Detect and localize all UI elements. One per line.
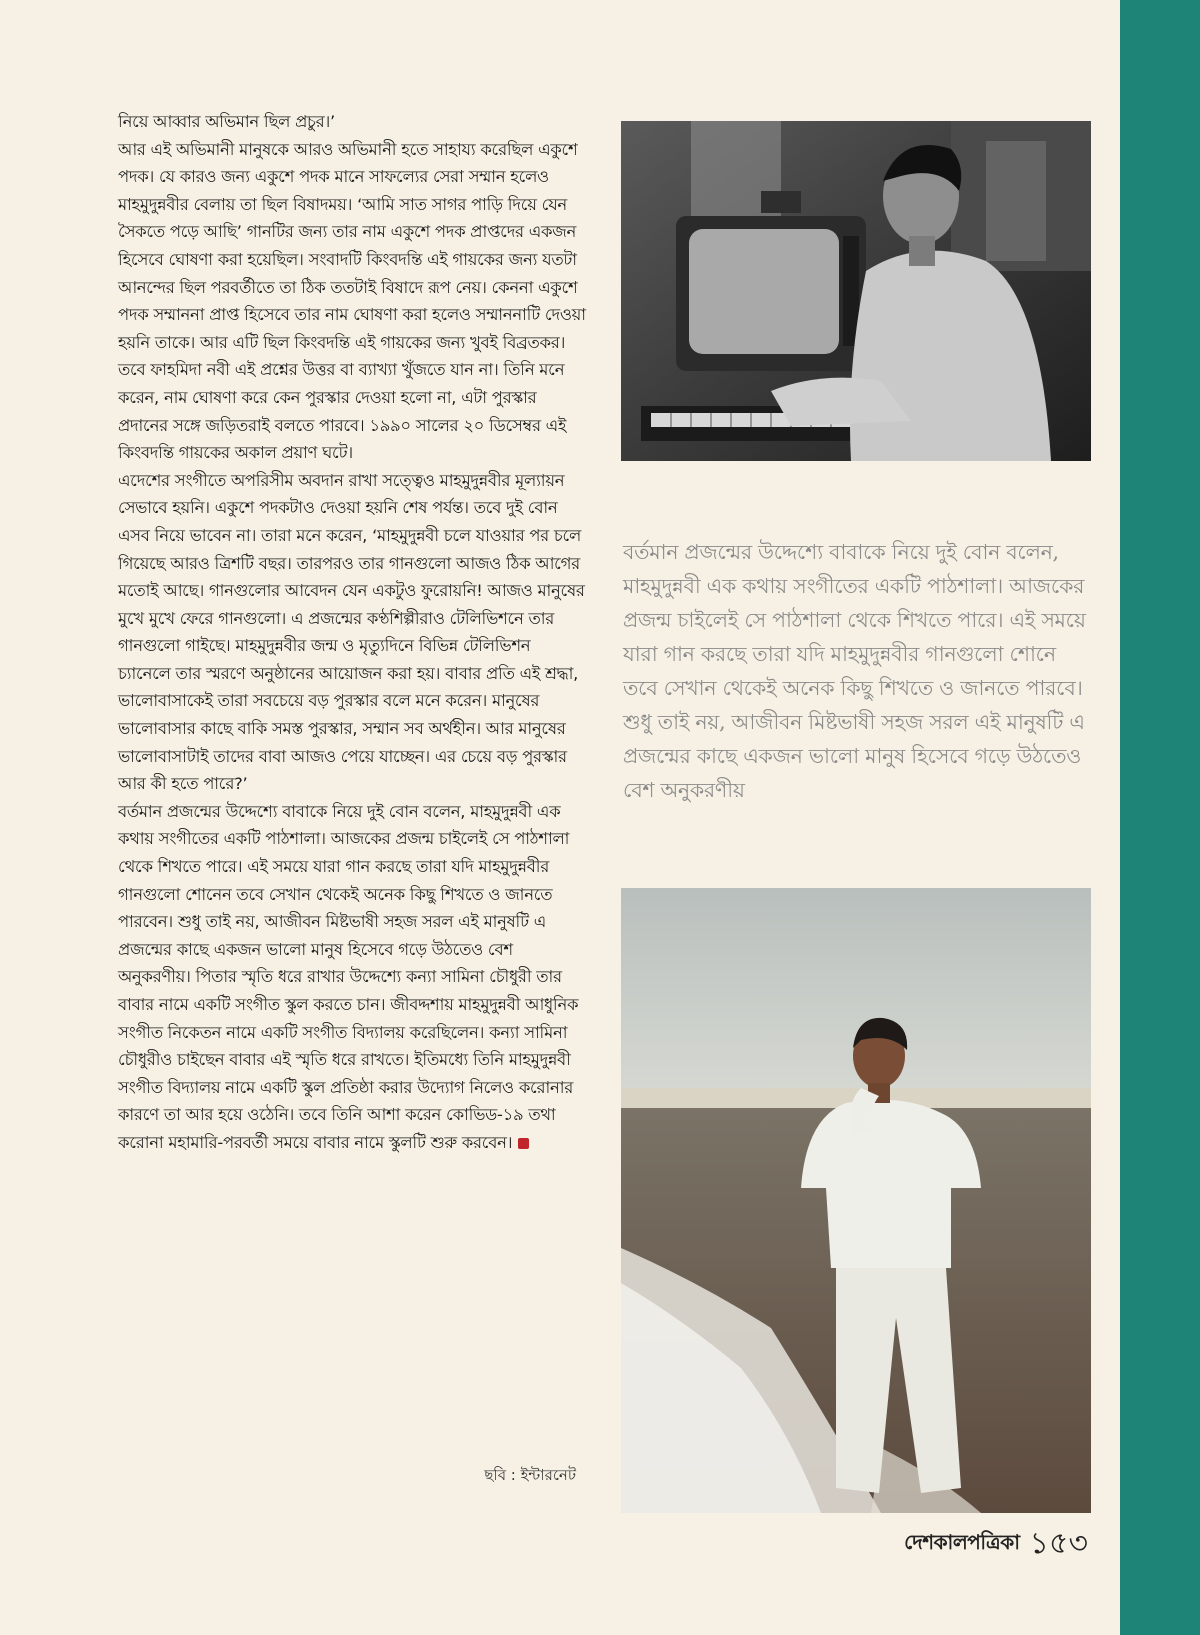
article-paragraph: এদেশের সংগীতে অপরিসীম অবদান রাখা সত্ত্বেও মাহমুদুন্নবীর মূল্যায়ন সেভাবে হয়নি। একুশে পদকটাও দেওয়া হয়নি শেষ পর্যন্ত। তবে দুই বোন এসব নিয়ে ভাবেন না। তারা মনে করেন, ‘মাহমুদুন্নবী চলে যাওয়ার পর চলে গিয়েছে আরও ত্রিশটি বছর। তারপরও তার গানগুলো আজও ঠিক আগের মতোই আছে। গানগুলোর আবেদন যেন একটুও ফুরোয়নি! আজও মানুষের মুখে মুখে ফেরে গানগুলো। এ প্রজন্মের কণ্ঠশিল্পীরাও টেলিভিশনে তার গানগুলো গাইছে। মাহমুদুন্নবীর জন্ম ও মৃত্যুদিনে বিভিন্ন টেলিভিশন চ্যানেলে তার স্মরণে অনুষ্ঠানের আয়োজন করা হয়। বাবার প্রতি এই শ্রদ্ধা, ভালোবাসাকেই তারা সবচেয়ে বড় পুরস্কার বলে মনে করেন। মানুষের ভালোবাসার কাছে বাকি সমস্ত পুরস্কার, সম্মান সব অর্থহীন। আর মানুষের ভালোবাসাটাই তাদের বাবা আজও পেয়ে যাচ্ছেন। এর চেয়ে বড় পুরস্কার আর কী হতে পারে?’ xyxy=(118,470,585,794)
photo-man-at-keyboard xyxy=(621,121,1091,461)
magazine-brand: দেশকালপত্রিকা xyxy=(904,1529,1020,1554)
photo-man-at-keyboard-illustration xyxy=(621,121,1091,461)
article-paragraph xyxy=(118,798,586,1157)
article-paragraph-text: বর্তমান প্রজন্মের উদ্দেশ্যে বাবাকে নিয়ে দুই বোন বলেন, মাহমুদুন্নবী এক কথায় সংগীতের একটি পাঠশালা। আজকের প্রজন্ম চাইলেই সে পাঠশালা থেকে শিখতে পারে। এই সময়ে যারা গান করছে তারা যদি মাহমুদুন্নবীর গানগুলো শোনেন তবে সেখান থেকেই অনেক কিছু শিখতে ও জানতে পারবেন। শুধু তাই নয়, আজীবন মিষ্টভাষী সহজ সরল এই মানুষটি এ প্রজন্মের কাছে একজন ভালো মানুষ হিসেবে গড়ে উঠতেও বেশ অনুকরণীয়। পিতার স্মৃতি ধরে রাখার উদ্দেশ্যে কন্যা সামিনা চৌধুরী তার বাবার নামে একটি সংগীত স্কুল করতে চান। জীবদ্দশায় মাহমুদুন্নবী আধুনিক সংগীত নিকেতন নামে একটি সংগীত বিদ্যালয় করেছিলেন। কন্যা সামিনা চৌধুরীও চাইছেন বাবার এই স্মৃতি ধরে রাখতে। ইতিমধ্যে তিনি মাহমুদুন্নবী সংগীত বিদ্যালয় নামে একটি স্কুল প্রতিষ্ঠা করার উদ্যোগ নিলেও করোনার কারণে তা আর হয়ে ওঠেনি। তবে তিনি আশা করেন কোভিড-১৯ তথা করোনা মহামারি-পরবর্তী সময়ে বাবার নামে স্কুলটি শুরু করবেন। xyxy=(118,801,579,1152)
article-paragraph: আর এই অভিমানী মানুষকে আরও অভিমানী হতে সাহায্য করেছিল একুশে পদক। যে কারও জন্য একুশে পদক মানে সাফল্যের সেরা সম্মান হলেও মাহমুদুন্নবীর বেলায় তা ছিল বিষাদময়। ‘আমি সাত সাগর পাড়ি দিয়ে যেন সৈকতে পড়ে আছি’ গানটির জন্য তার নাম একুশে পদক প্রাপ্তদের একজন হিসেবে ঘোষণা করা হয়েছিল। সংবাদটি কিংবদন্তি এই গায়কের জন্য যতটা আনন্দের ছিল পরবর্তীতে তা ঠিক ততটাই বিষাদে রূপ নেয়। কেননা একুশে পদক সম্মাননা প্রাপ্ত হিসেবে তার নাম ঘোষণা করা হলেও সম্মাননাটি দেওয়া হয়নি তাকে। আর এটি ছিল কিংবদন্তি এই গায়কের জন্য খুবই বিব্রতকর। তবে ফাহমিদা নবী এই প্রশ্নের উত্তর বা ব্যাখ্যা খুঁজতে যান না। তিনি মনে করেন, নাম ঘোষণা করে কেন পুরস্কার দেওয়া হলো না, এটা পুরস্কার প্রদানের সঙ্গে জড়িতরাই বলতে পারবে। ১৯৯০ সালের ২০ ডিসেম্বর এই কিংবদন্তি গায়কের অকাল প্রয়াণ ঘটে। xyxy=(118,139,586,463)
page-number: ১৫৩ xyxy=(1029,1525,1088,1561)
page-footer xyxy=(852,1522,1088,1566)
article-body xyxy=(118,108,586,1157)
article-paragraph: নিয়ে আব্বার অভিমান ছিল প্রচুর।’ xyxy=(118,112,335,131)
photo-man-at-beach xyxy=(621,888,1091,1513)
pull-quote: বর্তমান প্রজন্মের উদ্দেশ্যে বাবাকে নিয়ে দুই বোন বলেন, মাহমুদুন্নবী এক কথায় সংগীতের একটি পাঠশালা। আজকের প্রজন্ম চাইলেই সে পাঠশালা থেকে শিখতে পারে। এই সময়ে যারা গান করছে তারা যদি মাহমুদুন্নবীর গানগুলো শোনে তবে সেখান থেকেই অনেক কিছু শিখতে ও জানতে পারবে। শুধু তাই নয়, আজীবন মিষ্টভাষী সহজ সরল এই মানুষটি এ প্রজন্মের কাছে একজন ভালো মানুষ হিসেবে গড়ে উঠতেও বেশ অনুকরণীয় xyxy=(623,540,1086,802)
side-color-band xyxy=(1120,0,1200,1635)
article-end-mark-icon xyxy=(518,1138,529,1149)
photo-credit: ছবি : ইন্টারনেট xyxy=(484,1466,576,1484)
photo-man-at-beach-illustration xyxy=(621,888,1091,1513)
